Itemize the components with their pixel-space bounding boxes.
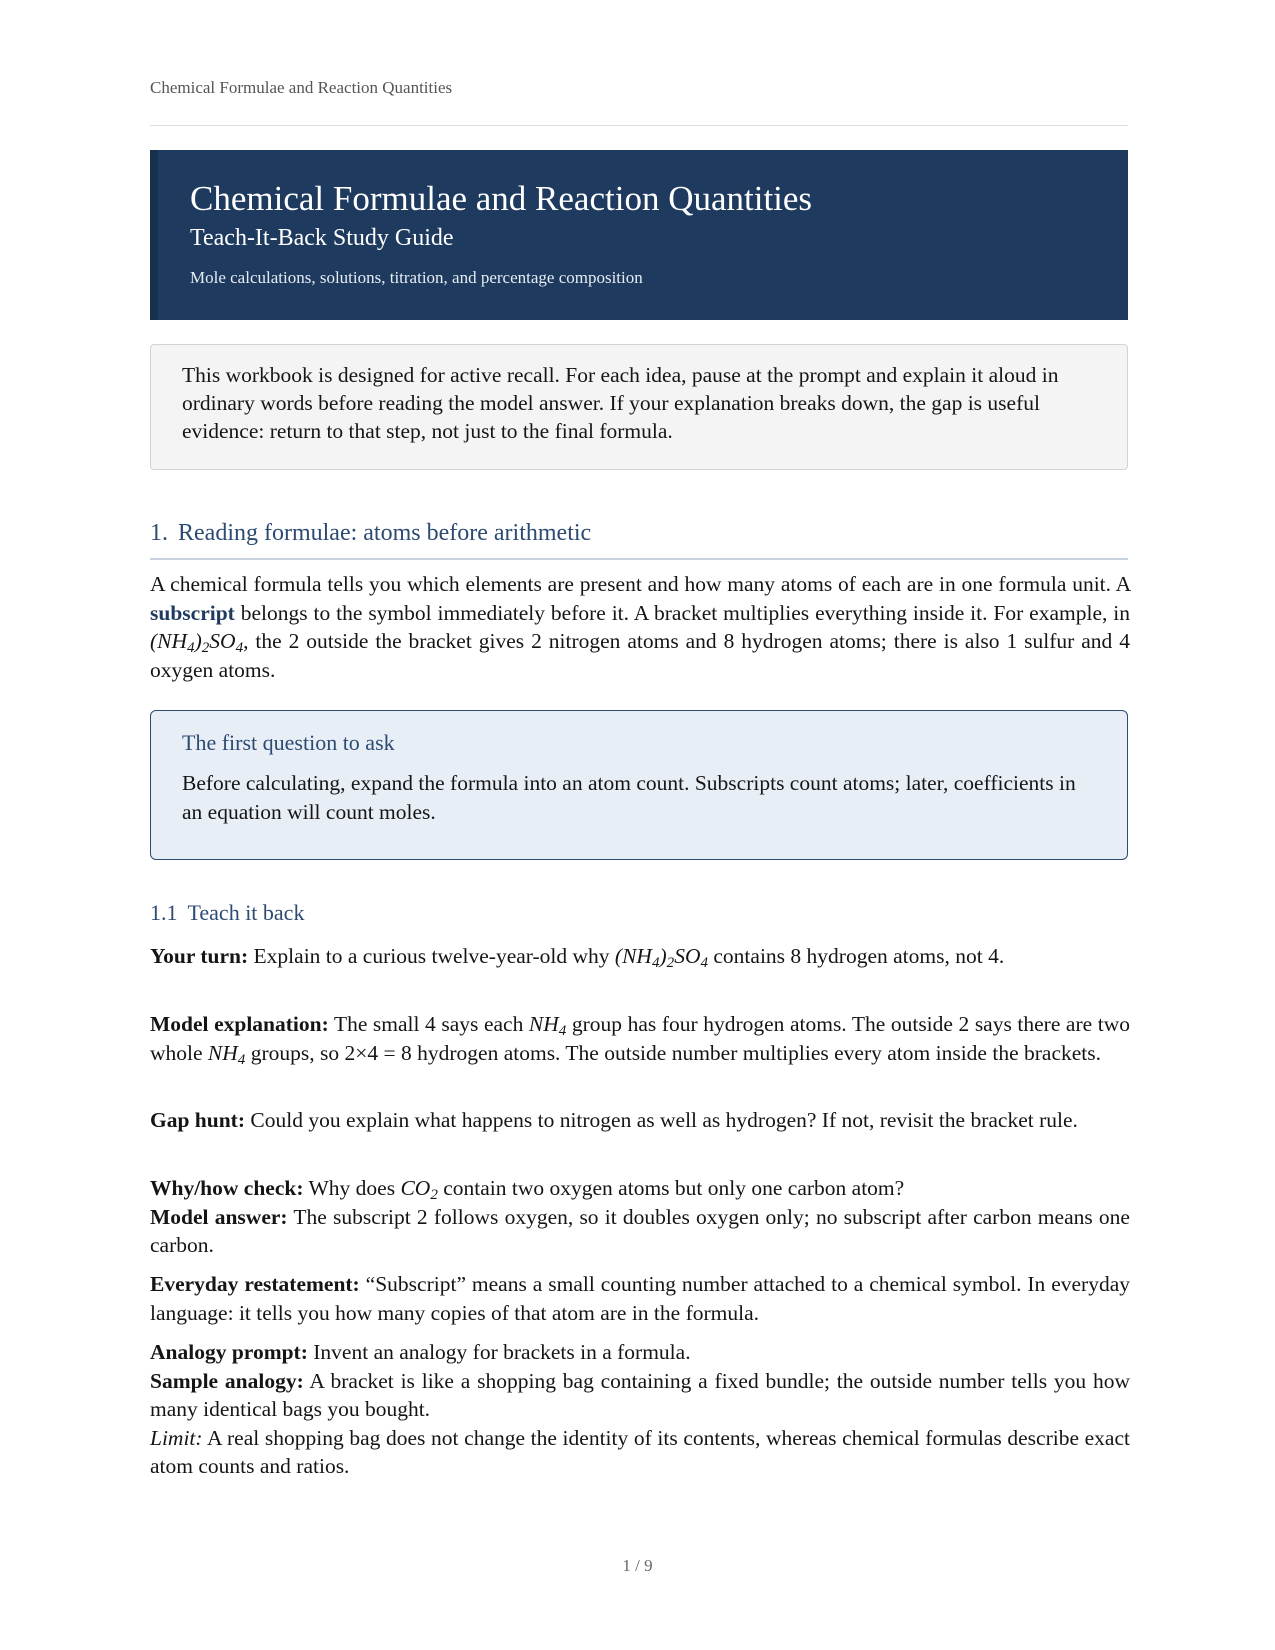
banner-accent-edge (150, 150, 158, 320)
subsection-title: Teach it back (187, 900, 305, 925)
header-divider (150, 125, 1128, 126)
paragraph-text: , the 2 outside the bracket gives 2 nitrogen atoms and 8 hydrogen atoms; there is also 1 sulfur and 4 oxygen atoms. (150, 629, 1130, 682)
your-turn-prompt: Your turn: Explain to a curious twelve-year-old why $(NH_4)_2SO_4$ contains 8 hydrogen atoms, not 4. (150, 944, 1005, 971)
analogy-label: Analogy prompt: (150, 1340, 308, 1364)
sample-label: Sample analogy: (150, 1368, 304, 1393)
document-description: Mole calculations, solutions, titration, and percentage composition (190, 268, 643, 287)
multiplication: 2×4 = 8 (344, 1040, 412, 1065)
callout-body: Before calculating, expand the formula into an atom count. Subscripts count atoms; later, coefficients in an equation will count moles. (182, 771, 1076, 824)
section-1-paragraph (150, 570, 1130, 684)
formula-ammonium-sulfate: $(NH_4)_2SO_4$ (614, 944, 709, 971)
formula-carbon-dioxide: $CO_2$ (400, 1176, 438, 1203)
formula-ammonium: $NH_4$ (207, 1040, 246, 1068)
analogy-block: Analogy prompt: Invent an analogy for brackets in a formula. Sample analogy: A bracket is like a shopping bag containing a fixed bundle; the outside number tells you how many identical bags you bought. Limit: A real shopping bag does not change the identity of its contents, whereas chemical formulas describe exact atom counts and ratios. (150, 1340, 1130, 1478)
gap-label: Gap hunt: (150, 1108, 245, 1132)
callout-title: The first question to ask (182, 730, 395, 755)
answer-label: Model answer: (150, 1204, 288, 1229)
intro-box (150, 344, 1128, 470)
formula-ammonium-sulfate: $(NH_4)_2SO_4$ (150, 629, 244, 656)
running-header: Chemical Formulae and Reaction Quantities (150, 78, 453, 97)
document-subtitle: Teach-It-Back Study Guide (190, 225, 454, 251)
everyday-label: Everyday restatement: (150, 1272, 360, 1296)
why-how-check: Why/how check: Why does $CO_2$ contain two oxygen atoms but only one carbon atom? Model answer: The subscript 2 follows oxygen, so it doubles oxygen only; no subscript after carbon means one carbon. (150, 1176, 1130, 1257)
title-banner (150, 150, 1128, 320)
why-label: Why/how check: (150, 1176, 304, 1200)
everyday-restatement: Everyday restatement: “Subscript” means a small counting number attached to a chemical symbol. In everyday language: it tells you how many copies of that atom are in the formula. (150, 1272, 1131, 1325)
model-explanation: Model explanation: The small 4 says each $NH_4$ group has four hydrogen atoms. The outside 2 says there are two whole $NH_4$ groups, so 2×4 = 8 hydrogen atoms. The outside number multiplies every atom inside the brackets. (150, 1012, 1130, 1068)
limit-label: Limit: (150, 1425, 203, 1450)
document-title: Chemical Formulae and Reaction Quantities (190, 179, 813, 218)
formula-ammonium: $NH_4$ (528, 1012, 567, 1039)
prompt-label: Your turn: (150, 944, 249, 968)
section-title: Reading formulae: atoms before arithmetic (178, 520, 592, 546)
subsection-number: 1.1 (150, 900, 178, 925)
paragraph-text: A chemical formula tells you which elements are present and how many atoms of each are in one formula unit. A (150, 572, 1130, 596)
keyword-subscript: subscript (150, 600, 235, 625)
section-number: 1. (150, 520, 168, 546)
paragraph-text: belongs to the symbol immediately before it. A bracket multiplies everything inside it. For example, in (240, 600, 1130, 625)
subsection-heading (150, 900, 304, 926)
model-label: Model explanation: (150, 1012, 329, 1036)
intro-text: This workbook is designed for active recall. For each idea, pause at the prompt and explain it aloud in ordinary words before reading the model answer. If your explanation breaks down, the gap is useful evidence: return to that step, not just to the final formula. (182, 363, 1059, 443)
gap-hunt: Gap hunt: Could you explain what happens to nitrogen as well as hydrogen? If not, revisit the bracket rule. (150, 1108, 1078, 1132)
callout-box (150, 710, 1128, 860)
section-heading-1 (150, 520, 1128, 560)
page-number: 1 / 9 (622, 1556, 653, 1575)
